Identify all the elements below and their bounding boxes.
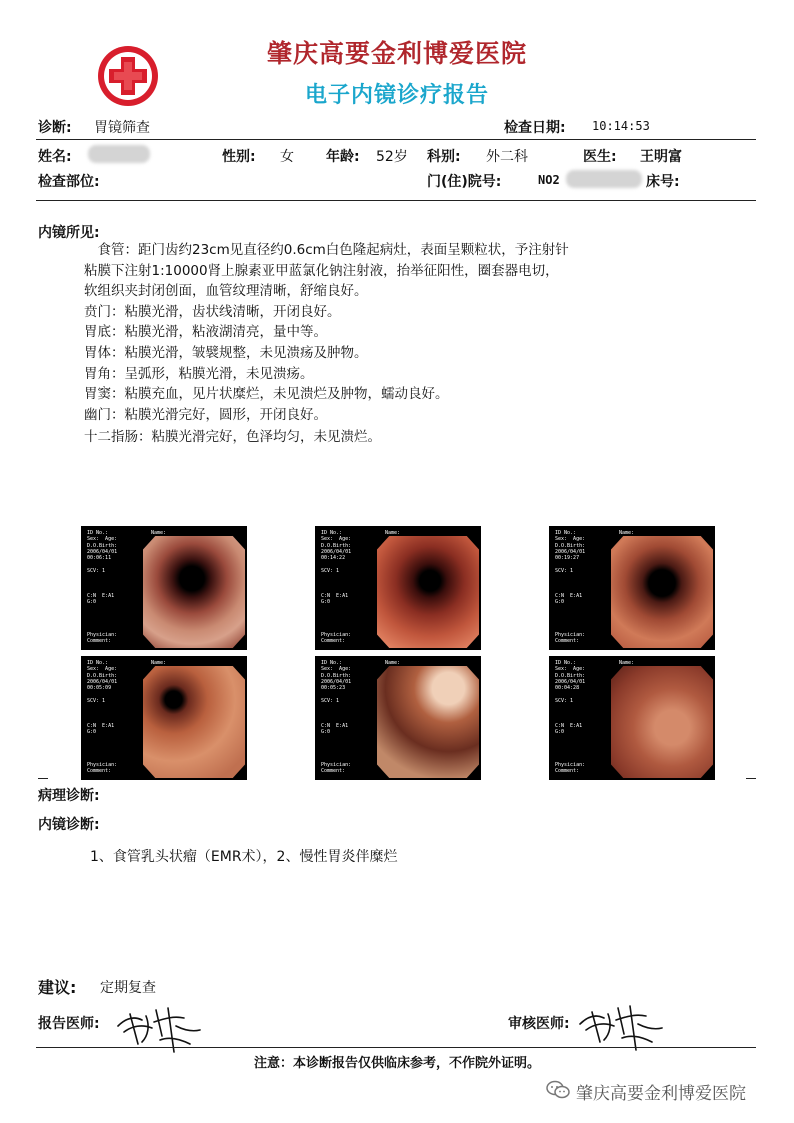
- image-metadata: ID No.: Sex: Age: D.O.Birth: 2006/04/01 00:04:28 SCV: 1 C:N E:A1 G:0: [555, 660, 586, 736]
- footer-note: 注意：本诊断报告仅供临床参考，不作院外证明。: [253, 1056, 540, 1071]
- image-physician-label: Physician: Comment:: [321, 632, 352, 644]
- advice-label: 建议:: [38, 978, 77, 997]
- findings-line: 粘膜下注射1:10000肾上腺素亚甲蓝氯化钠注射液，抬举征阳性，圈套器电切，: [84, 262, 559, 279]
- image-name-label: Name:: [151, 660, 167, 666]
- findings-line: 胃体：粘膜光滑，皱襞规整，未见溃疡及肿物。: [84, 344, 368, 361]
- doctor-label: 医生:: [583, 149, 617, 165]
- inpatient-label: 门(住)院号:: [427, 174, 502, 190]
- findings-line: 食管：距门齿约23cm见直径约0.6cm白色隆起病灶，表面呈颗粒状，予注射针: [84, 242, 569, 258]
- image-metadata: ID No.: Sex: Age: D.O.Birth: 2006/04/01 00:14:22 SCV: 1 C:N E:A1 G:0: [321, 530, 352, 606]
- age-label: 年龄:: [326, 149, 360, 165]
- review-doctor-label: 审核医师:: [508, 1016, 570, 1032]
- diagnosis-label: 诊断:: [38, 120, 72, 136]
- findings-line: 贲门：粘膜光滑，齿状线清晰，开闭良好。: [84, 303, 341, 320]
- findings-line: 软组织夹封闭创面，血管纹理清晰，舒缩良好。: [84, 283, 368, 300]
- exam-date-label: 检查日期:: [504, 120, 566, 136]
- endoscopy-view: [377, 536, 479, 648]
- endoscopy-image: [549, 526, 715, 650]
- image-physician-label: Physician: Comment:: [87, 632, 118, 644]
- image-metadata: ID No.: Sex: Age: D.O.Birth: 2006/04/01 00:05:23 SCV: 1 C:N E:A1 G:0: [321, 660, 352, 736]
- report-doctor-label: 报告医师:: [38, 1016, 100, 1032]
- image-physician-label: Physician: Comment:: [555, 632, 586, 644]
- exam-date-value: 10:14:53: [592, 119, 650, 133]
- endoscopy-image: [315, 656, 481, 780]
- report-title: 电子内镜诊疗报告: [304, 83, 489, 108]
- image-name-label: Name:: [619, 530, 635, 536]
- image-physician-label: Physician: Comment:: [321, 762, 352, 774]
- image-physician-label: Physician: Comment:: [87, 762, 118, 774]
- endoscopy-view: [611, 666, 713, 778]
- image-name-label: Name:: [385, 660, 401, 666]
- image-metadata: ID No.: Sex: Age: D.O.Birth: 2006/04/01 00:19:27 SCV: 1 C:N E:A1 G:0: [555, 530, 586, 606]
- divider: [38, 778, 48, 779]
- endo-diagnosis-value: 1、食管乳头状瘤（EMR术），2、慢性胃炎伴糜烂: [90, 849, 398, 865]
- dept-value: 外二科: [486, 149, 528, 165]
- endoscopy-image: [315, 526, 481, 650]
- name-redacted: [88, 145, 150, 163]
- image-name-label: Name:: [385, 530, 401, 536]
- image-physician-label: Physician: Comment:: [555, 762, 586, 774]
- bed-label: 床号:: [646, 174, 680, 190]
- findings-text: [84, 240, 724, 448]
- endoscopy-view: [377, 666, 479, 778]
- endoscopy-view: [143, 536, 245, 648]
- endoscopy-image: [549, 656, 715, 780]
- divider: [36, 1047, 756, 1048]
- image-metadata: ID No.: Sex: Age: D.O.Birth: 2006/04/01 00:06:11 SCV: 1 C:N E:A1 G:0: [87, 530, 118, 606]
- exam-site-label: 检查部位:: [38, 174, 100, 190]
- inpatient-redacted: [566, 170, 642, 188]
- diagnosis-value: 胃镜筛查: [94, 120, 150, 136]
- findings-line: 胃底：粘膜光滑，粘液湖清亮，量中等。: [84, 324, 327, 341]
- image-name-label: Name:: [619, 660, 635, 666]
- divider: [746, 778, 756, 779]
- divider: [36, 139, 756, 140]
- watermark-text: 肇庆高要金利博爱医院: [576, 1084, 746, 1104]
- wechat-icon: [546, 1080, 570, 1100]
- endoscopy-view: [611, 536, 713, 648]
- findings-line: 胃窦：粘膜充血，见片状糜烂，未见溃烂及肿物，蠕动良好。: [84, 386, 449, 403]
- pathology-label: 病理诊断:: [38, 788, 100, 804]
- advice-value: 定期复查: [100, 980, 156, 996]
- dept-label: 科别:: [427, 149, 461, 165]
- gender-label: 性别:: [222, 149, 256, 165]
- image-name-label: Name:: [151, 530, 167, 536]
- endoscopy-image: [81, 656, 247, 780]
- findings-line: 胃角：呈弧形，粘膜光滑，未见溃疡。: [84, 365, 314, 382]
- findings-title: 内镜所见:: [38, 225, 100, 241]
- report-doctor-signature-icon: [112, 996, 204, 1058]
- age-value: 52岁: [376, 149, 408, 165]
- endoscopy-view: [143, 666, 245, 778]
- divider: [36, 200, 756, 201]
- doctor-value: 王明富: [640, 149, 682, 165]
- gender-value: 女: [280, 149, 294, 165]
- findings-line: 幽门：粘膜光滑完好，圆形，开闭良好。: [84, 406, 327, 423]
- findings-line: 十二指肠：粘膜光滑完好，色泽均匀，未见溃烂。: [84, 429, 381, 446]
- inpatient-value: NO2: [538, 173, 560, 187]
- name-label: 姓名:: [38, 149, 72, 165]
- hospital-name: 肇庆高要金利博爱医院: [266, 39, 527, 68]
- endoscopy-image: [81, 526, 247, 650]
- image-metadata: ID No.: Sex: Age: D.O.Birth: 2006/04/01 00:05:09 SCV: 1 C:N E:A1 G:0: [87, 660, 118, 736]
- endo-diagnosis-label: 内镜诊断:: [38, 817, 100, 833]
